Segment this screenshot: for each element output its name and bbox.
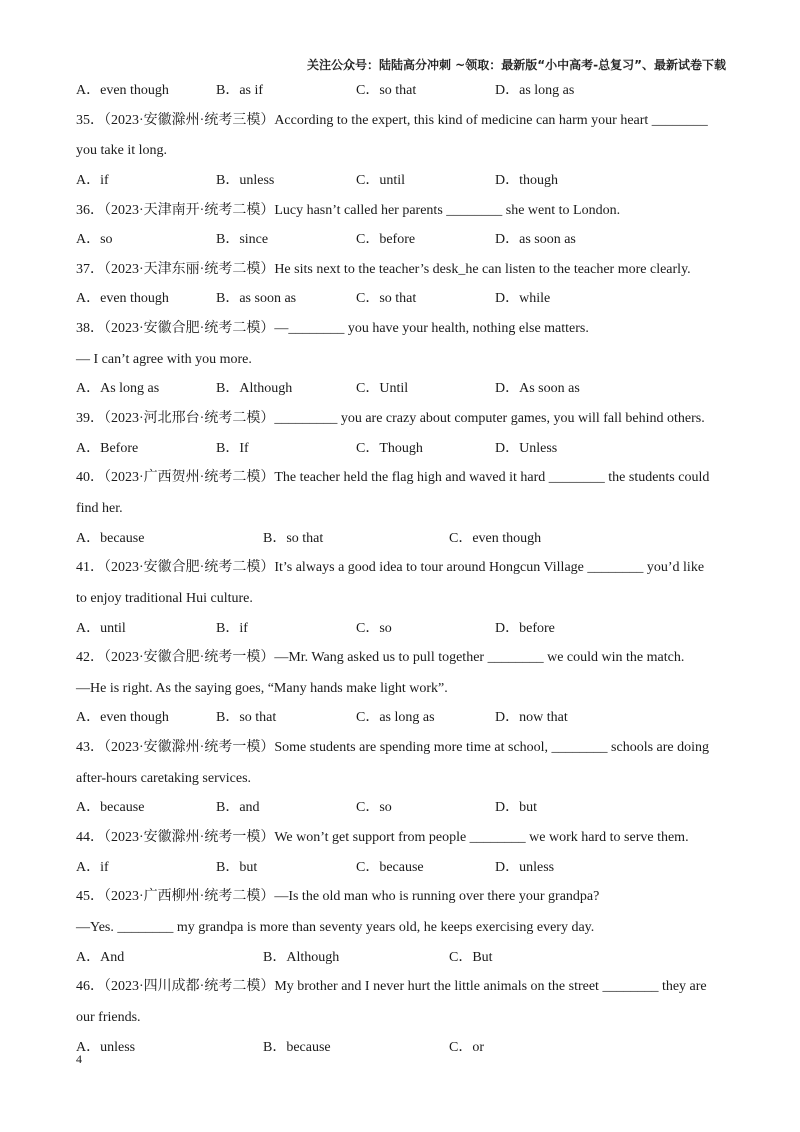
page-header: 关注公众号：陆陆高分冲刺 ~领取：最新版“小中高考-总复习”、最新试卷下载 (307, 58, 726, 72)
option-b: B．Although (216, 381, 293, 397)
answer-options (76, 793, 736, 823)
option-d: D．before (495, 620, 555, 636)
question-stem: 43．（2023·安徽滁州·统考一模）Some students are spending more time at school, ________ schools are doing (76, 740, 710, 756)
question-stem: 42．（2023·安徽合肥·统考一模）—Mr. Wang asked us to pull together ________ we could win the match. (76, 650, 685, 666)
option-d: D．while (495, 291, 551, 307)
option-a: A．if (76, 172, 109, 188)
option-b: B．so that (216, 710, 277, 726)
question-stem: 38．（2023·安徽合肥·统考二模）—________ you have your health, nothing else matters. (76, 320, 589, 336)
answer-options (76, 703, 736, 733)
option-c: C．before (356, 232, 416, 248)
option-a: A．even though (76, 710, 169, 726)
answer-options (76, 76, 736, 106)
answer-options (76, 853, 736, 883)
option-a: A．And (76, 949, 125, 965)
option-c: C．because (356, 859, 424, 875)
option-b: B．and (216, 800, 260, 816)
option-b: B．since (216, 232, 269, 248)
option-b: B．so that (263, 530, 324, 546)
option-a: A．because (76, 530, 145, 546)
option-c: C．so (356, 800, 392, 816)
option-b: B．as soon as (216, 291, 297, 307)
question-stem-continued: — I can’t agree with you more. (76, 351, 252, 367)
option-a: A．because (76, 800, 145, 816)
option-c: C．so that (356, 83, 417, 98)
question-stem: 37．（2023·天津东丽·统考二模）He sits next to the teacher’s desk_he can listen to the teacher more clearly. (76, 261, 691, 277)
question-stem: 46．（2023·四川成都·统考二模）My brother and I never hurt the little animals on the street ________ they are (76, 979, 707, 995)
option-d: D．though (495, 172, 558, 188)
question-stem-continued: find her. (76, 500, 123, 516)
answer-options (76, 434, 736, 464)
option-d: D．unless (495, 859, 555, 875)
option-d: D．now that (495, 710, 568, 726)
option-d: D．Unless (495, 440, 558, 456)
option-b: B．but (216, 859, 258, 875)
answer-options (76, 284, 736, 314)
option-c: C．Until (356, 381, 409, 397)
option-d: D．as soon as (495, 232, 576, 248)
answer-options (76, 614, 736, 644)
option-b: B．because (263, 1039, 331, 1055)
question-stem-continued: to enjoy traditional Hui culture. (76, 590, 253, 606)
page-number: 4 (76, 1052, 82, 1066)
option-a: A．As long as (76, 381, 160, 397)
option-a: A．even though (76, 291, 169, 307)
option-c: C．But (449, 949, 493, 965)
question-stem: 41．（2023·安徽合肥·统考二模）It’s always a good idea to tour around Hongcun Village ________ you’d like (76, 560, 705, 576)
answer-options (76, 524, 736, 554)
option-c: C．Though (356, 440, 423, 456)
option-b: B．if (216, 620, 248, 636)
answer-options (76, 943, 736, 973)
question-stem: 36．（2023·天津南开·统考二模）Lucy hasn’t called her parents ________ she went to London. (76, 202, 621, 218)
option-c: C．as long as (356, 710, 435, 726)
question-stem: 35．（2023·安徽滁州·统考三模）According to the expert, this kind of medicine can harm your heart ________ (76, 112, 708, 128)
question-stem-continued: —He is right. As the saying goes, “Many hands make light work”. (76, 680, 448, 696)
question-stem: 44．（2023·安徽滁州·统考一模）We won’t get support from people ________ we work hard to serve them. (76, 830, 689, 846)
option-b: B．Although (263, 949, 340, 965)
option-a: A．even though (76, 83, 169, 98)
question-stem-continued: —Yes. ________ my grandpa is more than seventy years old, he keeps exercising every day. (76, 920, 595, 936)
option-c: C．until (356, 172, 406, 188)
question-stem-continued: our friends. (76, 1010, 141, 1026)
option-a: A．Before (76, 440, 139, 456)
answer-options (76, 166, 736, 196)
option-c: C．so that (356, 291, 417, 307)
question-stem: 45．（2023·广西柳州·统考二模）—Is the old man who is running over there your grandpa? (76, 889, 600, 905)
option-a: A．if (76, 859, 109, 875)
option-c: C．or (449, 1039, 484, 1055)
option-d: D．As soon as (495, 381, 580, 397)
question-stem-continued: after-hours caretaking services. (76, 770, 252, 786)
option-d: D．as long as (495, 83, 575, 98)
option-b: B．If (216, 440, 249, 456)
option-a: A．so (76, 232, 113, 248)
option-a: A．until (76, 620, 126, 636)
question-stem: 40．（2023·广西贺州·统考二模）The teacher held the flag high and waved it hard ________ the students could (76, 470, 710, 486)
question-stem: 39．（2023·河北邢台·统考二模）_________ you are crazy about computer games, you will fall behind others. (76, 410, 705, 426)
option-c: C．so (356, 620, 392, 636)
option-c: C．even though (449, 530, 542, 546)
answer-options (76, 374, 736, 404)
answer-options (76, 225, 736, 255)
option-b: B．as if (216, 83, 264, 98)
option-b: B．unless (216, 172, 275, 188)
option-a: A．unless (76, 1039, 136, 1055)
option-d: D．but (495, 800, 537, 816)
answer-options (76, 1033, 736, 1063)
question-list (76, 76, 736, 1062)
question-stem-continued: you take it long. (76, 143, 167, 159)
